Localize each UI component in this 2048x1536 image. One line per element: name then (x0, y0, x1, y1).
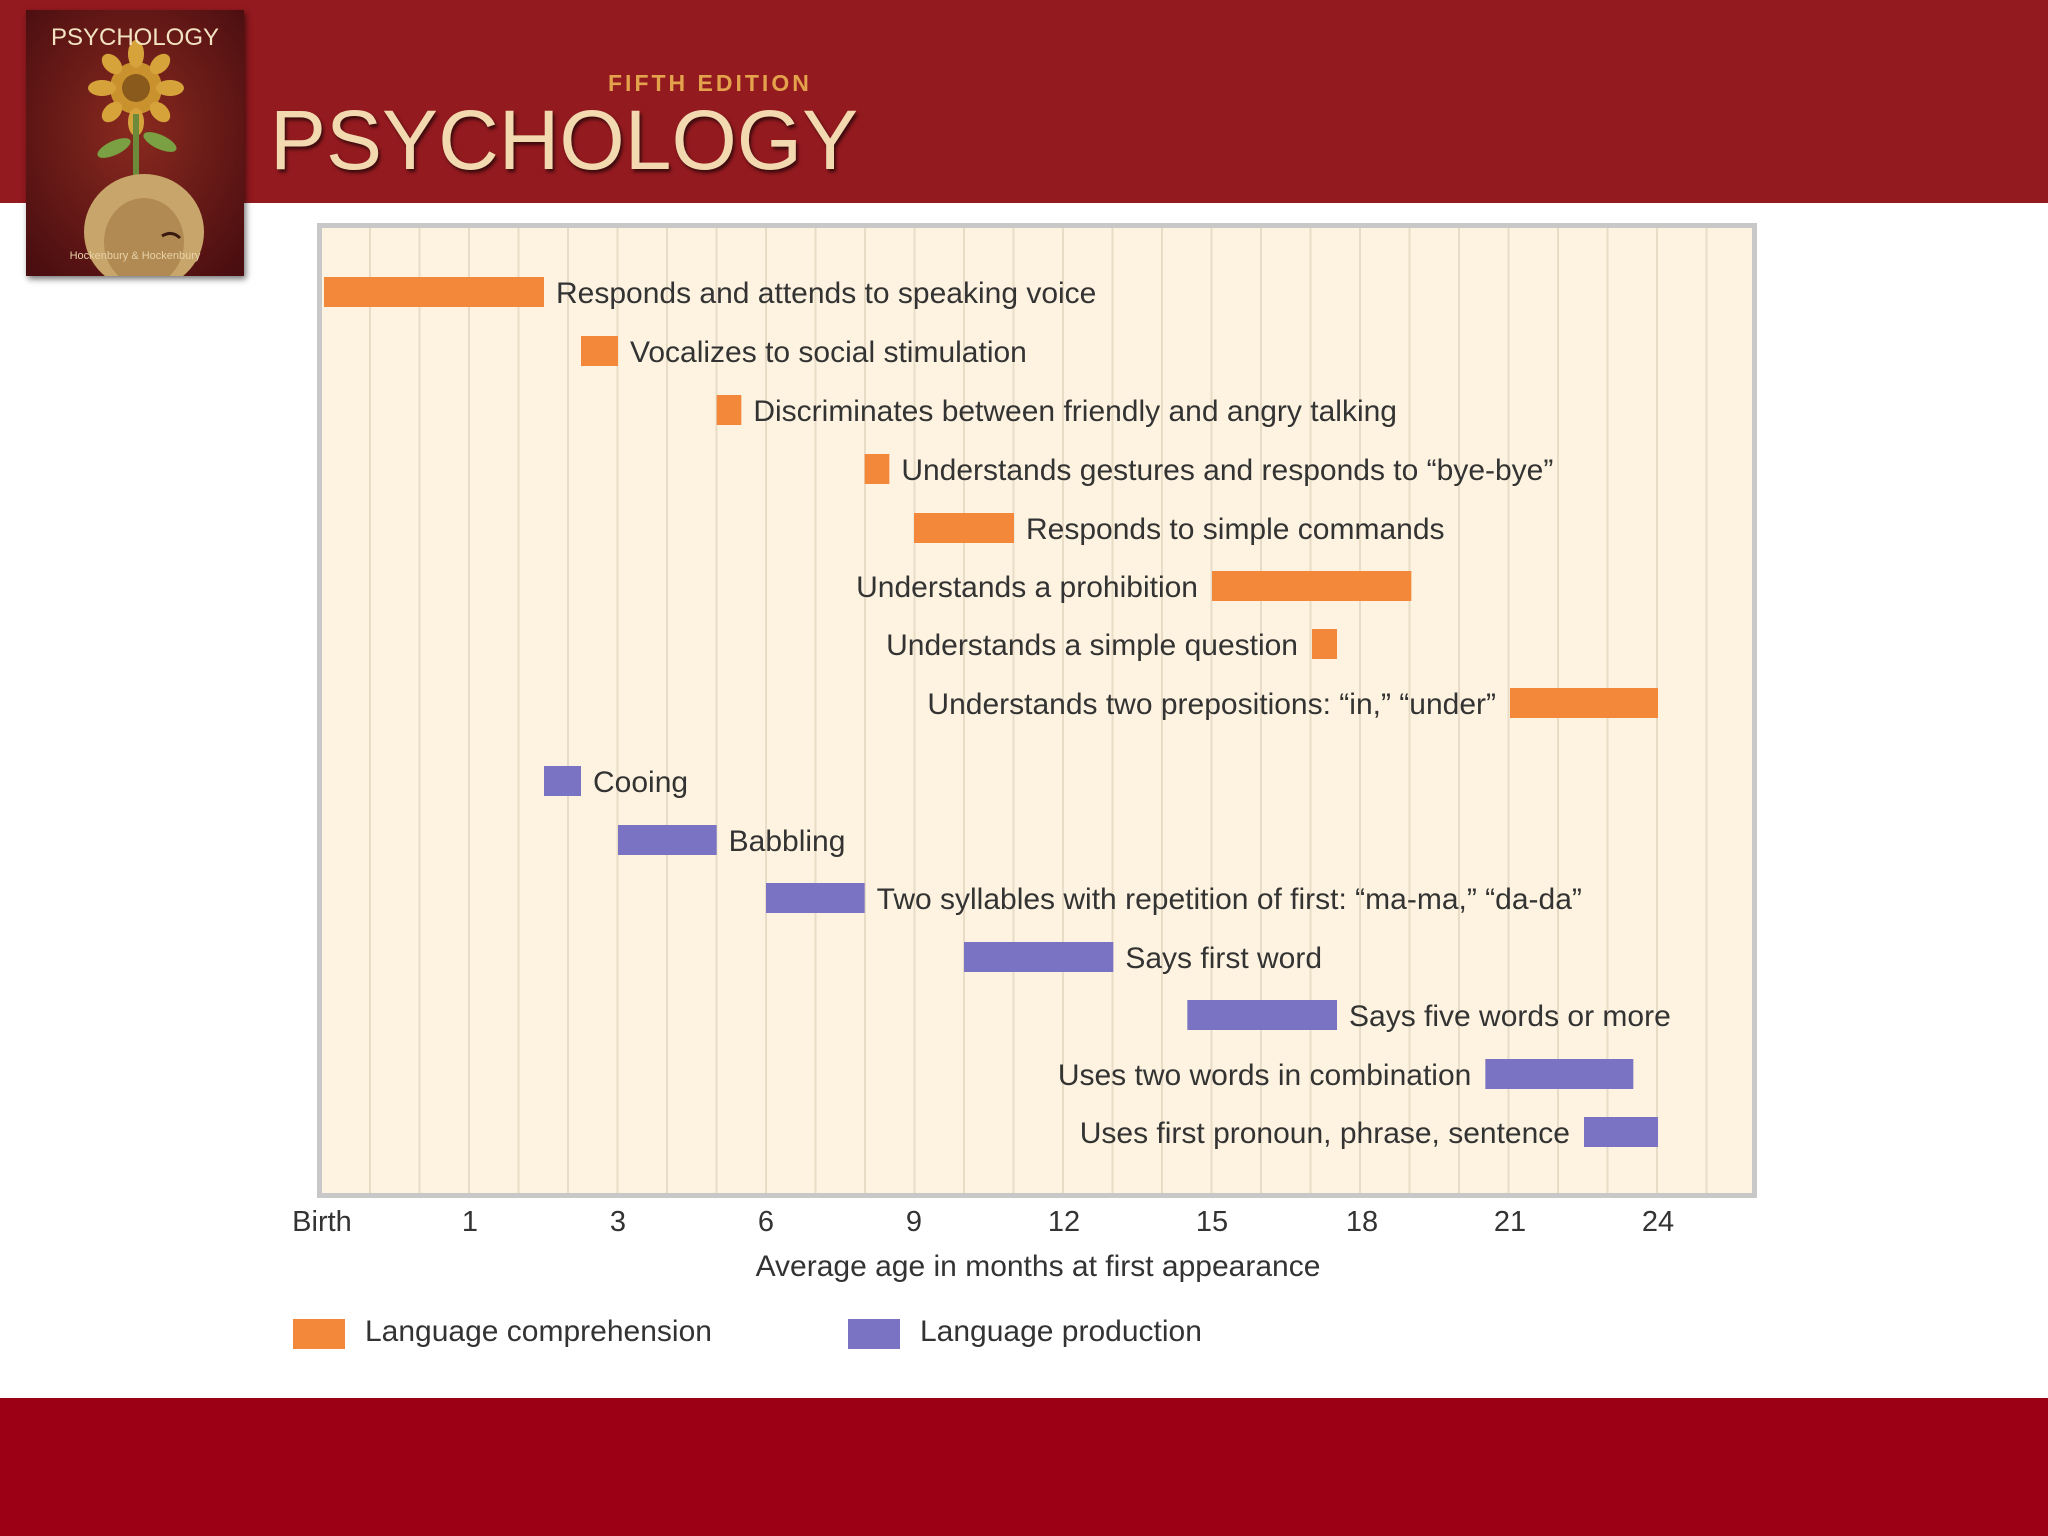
bar-comprehension-2 (717, 395, 742, 425)
bar-comprehension-0 (324, 277, 544, 307)
bar-comprehension-4 (914, 513, 1014, 543)
x-tick-label: Birth (292, 1206, 352, 1238)
legend-swatch-production (848, 1319, 900, 1349)
bar-label: Responds to simple commands (1026, 513, 1445, 546)
x-axis-label: Average age in months at first appearance (755, 1250, 1321, 1283)
edition-label: FIFTH EDITION (608, 70, 812, 96)
legend-label-production: Language production (920, 1315, 1202, 1348)
bar-label: Discriminates between friendly and angry talking (753, 395, 1397, 428)
bar-label: Two syllables with repetition of first: “ma-ma,” “da-da” (876, 883, 1582, 916)
bar-comprehension-1 (581, 336, 618, 366)
bar-label: Says first word (1125, 942, 1323, 975)
bar-production-0 (544, 766, 581, 796)
x-tick-label: 1 (461, 1206, 479, 1238)
bar-production-1 (618, 825, 717, 855)
x-tick-label: 12 (1047, 1206, 1081, 1238)
x-tick-label: 6 (757, 1206, 775, 1238)
bar-comprehension-7 (1510, 688, 1658, 718)
footer-bar (0, 1398, 2048, 1536)
bar-label: Vocalizes to social stimulation (630, 336, 1027, 369)
bar-production-5 (1485, 1059, 1633, 1089)
cover-title: PSYCHOLOGY (50, 24, 220, 51)
x-tick-label: 21 (1493, 1206, 1527, 1238)
bar-label: Uses first pronoun, phrase, sentence (1079, 1117, 1570, 1150)
book-title: PSYCHOLOGY (270, 93, 859, 187)
cover-authors: Hockenbury & Hockenbury (69, 250, 201, 262)
bar-label: Understands a simple question (886, 629, 1298, 662)
bar-label: Understands two prepositions: “in,” “under” (927, 688, 1496, 721)
bar-label: Responds and attends to speaking voice (556, 277, 1097, 310)
bar-comprehension-3 (865, 454, 890, 484)
x-tick-label: 15 (1195, 1206, 1229, 1238)
book-cover-image (26, 10, 244, 276)
bar-production-2 (766, 883, 865, 913)
bar-comprehension-6 (1312, 629, 1337, 659)
bar-production-3 (964, 942, 1113, 972)
bar-comprehension-5 (1212, 571, 1411, 601)
bar-label: Uses two words in combination (1057, 1059, 1472, 1092)
bar-label: Babbling (728, 825, 846, 858)
bar-label: Cooing (593, 766, 689, 799)
bar-label: Understands a prohibition (856, 571, 1198, 604)
x-tick-label: 18 (1345, 1206, 1379, 1238)
bar-production-6 (1584, 1117, 1658, 1147)
bar-label: Understands gestures and responds to “bye-bye” (901, 454, 1554, 487)
x-tick-label: 24 (1641, 1206, 1675, 1238)
legend-swatch-comprehension (293, 1319, 345, 1349)
legend-label-comprehension: Language comprehension (365, 1315, 712, 1348)
x-tick-label: 9 (905, 1206, 923, 1238)
bar-production-4 (1187, 1000, 1337, 1030)
x-tick-label: 3 (609, 1206, 627, 1238)
bar-label: Says five words or more (1349, 1000, 1671, 1033)
